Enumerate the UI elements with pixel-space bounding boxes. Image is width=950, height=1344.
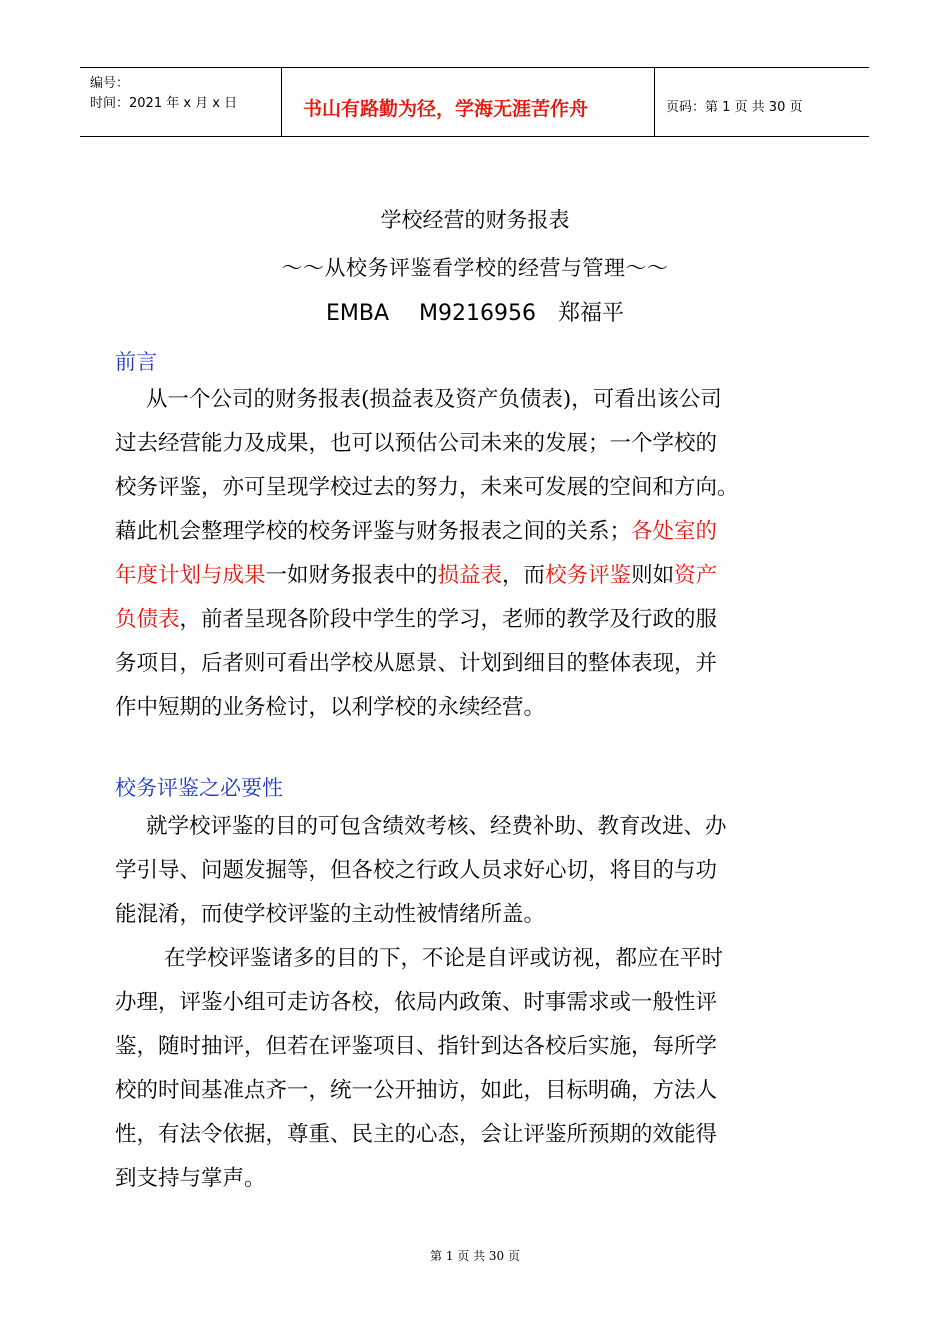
paragraph-line: 性，有法令依据，尊重、民主的心态，会让评鉴所预期的效能得 [115,1122,718,1147]
highlight-text: 各处室的 [631,519,718,544]
text-run: 一如财务报表中的 [265,563,438,588]
highlight-text: 损益表 [437,563,503,588]
time-label: 时间：2021 年 x 月 x 日 [90,96,238,111]
paragraph-line [115,565,717,587]
paragraph-line: 务项目，后者则可看出学校从愿景、计划到细目的整体表现，并 [115,651,718,676]
header-meta-cell [80,68,282,136]
paragraph-line: 校的时间基准点齐一，统一公开抽访，如此，目标明确，方法人 [115,1078,718,1103]
paragraph-line: 到支持与掌声。 [115,1166,266,1191]
highlight-text: 年度计划与成果 [115,563,266,588]
motto-text: 书山有路勤为径，学海无涯苦作舟 [303,98,589,120]
paragraph-line: 作中短期的业务检讨，以利学校的永续经营。 [115,695,546,720]
paragraph-line: 鉴，随时抽评，但若在评鉴项目、指针到达各校后实施，每所学 [115,1034,718,1059]
paragraph-line [115,521,717,543]
program-label: EMBA [325,301,390,326]
text-run: 则如 [631,563,675,588]
highlight-text: 资产 [674,563,718,588]
paragraph-line: 办理，评鉴小组可走访各校，依局内政策、时事需求或一般性评 [115,990,718,1015]
page-footer: 第 1 页 共 30 页 [430,1249,520,1263]
paragraph-line: 过去经营能力及成果，也可以预估公司未来的发展；一个学校的 [115,431,718,456]
header-page-cell [655,68,869,136]
paragraph-line: 校务评鉴，亦可呈现学校过去的努力，未来可发展的空间和方向。 [115,475,739,500]
text-run: ，而 [502,563,546,588]
paragraph-line: 在学校评鉴诸多的目的下，不论是自评或访视，都应在平时 [164,946,724,971]
section-heading-preface: 前言 [115,350,157,374]
document-title: 学校经营的财务报表 [380,208,570,232]
number-label: 编号： [90,76,130,91]
highlight-text: 负债表 [115,607,180,632]
paragraph-line: 从一个公司的财务报表(损益表及资产负债表)，可看出该公司 [146,387,722,412]
paragraph-line [115,609,717,631]
section-heading-necessity: 校务评鉴之必要性 [115,776,283,800]
highlight-text: 校务评鉴 [545,563,632,588]
text-run: 藉此机会整理学校的校务评鉴与财务报表之间的关系； [115,519,632,544]
text-run: ，前者呈现各阶段中学生的学习，老师的教学及行政的服 [179,607,718,632]
document-header [80,67,869,137]
author-name: 郑福平 [557,301,624,326]
page-info: 页码：第 1 页 共 30 页 [666,100,803,115]
author-line [0,296,950,327]
paragraph-line: 学引导、问题发掘等，但各校之行政人员求好心切，将目的与功 [115,858,718,883]
paragraph-line: 能混淆，而使学校评鉴的主动性被情绪所盖。 [115,902,546,927]
paragraph-line: 就学校评鉴的目的可包含绩效考核、经费补助、教育改进、办 [146,814,727,839]
header-motto-cell [282,68,655,136]
document-subtitle: ～～从校务评鉴看学校的经营与管理～～ [281,256,669,280]
student-id: M9216956 [419,301,536,326]
